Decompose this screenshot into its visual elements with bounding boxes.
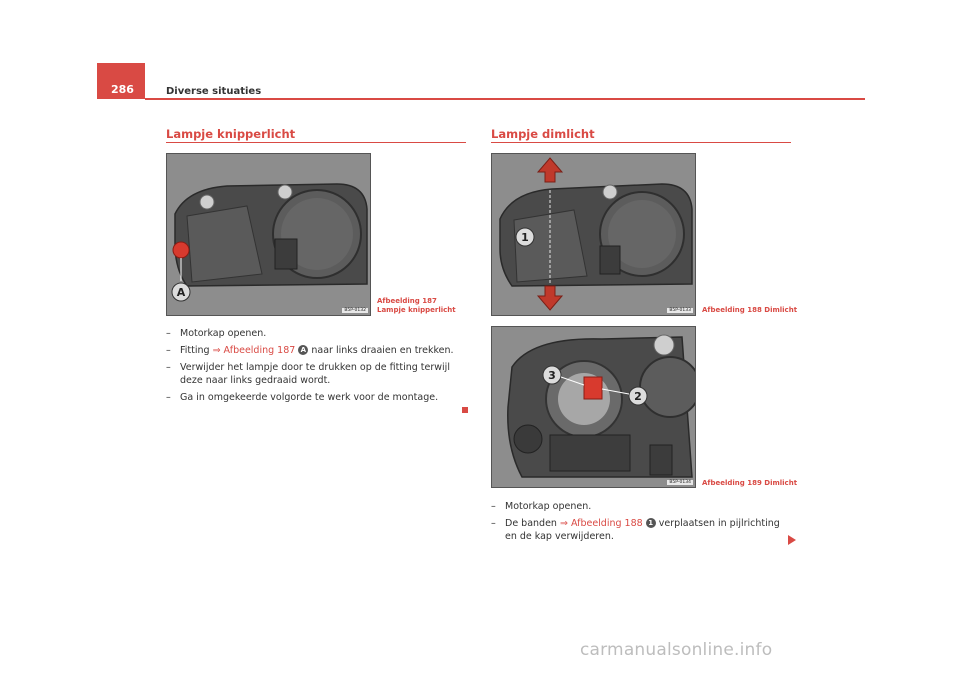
figure-189	[491, 326, 696, 488]
steps-right	[491, 500, 791, 547]
marker-a: A	[298, 345, 308, 355]
header-rule	[145, 98, 865, 100]
step-item: – Ga in omgekeerde volgorde te werk voor de montage.	[166, 392, 439, 403]
figure-code: B5P-0132	[344, 308, 366, 313]
figure-link-188[interactable]: ⇒ Afbeelding 188	[559, 518, 643, 529]
figure-188	[491, 153, 696, 316]
caption-189: Afbeelding 189 Dimlicht	[702, 479, 798, 487]
step-item: – Fitting ⇒ Afbeelding 187 A naar links draaien en trekken.	[166, 345, 454, 356]
running-header: Diverse situaties	[166, 86, 262, 97]
callout-3: 3	[548, 369, 556, 382]
step-item: – Motorkap openen.	[491, 501, 592, 512]
continue-arrow-icon	[788, 535, 796, 545]
step-item: – Motorkap openen.	[166, 328, 267, 339]
page-number: 286	[97, 63, 145, 99]
step-item: – De banden ⇒ Afbeelding 188 1 verplaatsen in pijlrichting en de kap verwijderen.	[491, 518, 780, 542]
end-of-section-marker	[462, 407, 468, 413]
figure-link-187[interactable]: ⇒ Afbeelding 187	[212, 345, 296, 356]
caption-188: Afbeelding 188 Dimlicht	[702, 306, 798, 314]
watermark: carmanualsonline.info	[580, 640, 773, 660]
section-rule-left	[166, 142, 466, 143]
headlight-illustration	[167, 154, 370, 315]
bulb-socket-highlight	[173, 242, 189, 258]
callout-1: 1	[521, 231, 529, 244]
steps-left	[166, 327, 466, 408]
section-rule-right	[491, 142, 791, 143]
figure-code: B5P-0134	[669, 480, 691, 485]
caption-187: Afbeelding 187 Lampje knipperlicht	[377, 297, 456, 314]
figure-187	[166, 153, 371, 316]
section-title-turn-signal: Lampje knipperlicht	[166, 127, 296, 141]
step-item: – Verwijder het lampje door te drukken op de fitting terwijl deze naar links gedraaid wordt.	[166, 362, 450, 386]
callout-2: 2	[634, 390, 642, 403]
bulb-holder-illustration	[492, 327, 695, 487]
bulb-holder-highlight	[584, 377, 602, 399]
headlight-cover-illustration	[492, 154, 695, 315]
section-title-low-beam: Lampje dimlicht	[491, 127, 595, 141]
marker-1: 1	[646, 518, 656, 528]
callout-a: A	[176, 286, 186, 299]
figure-code: B5P-0133	[669, 308, 691, 313]
